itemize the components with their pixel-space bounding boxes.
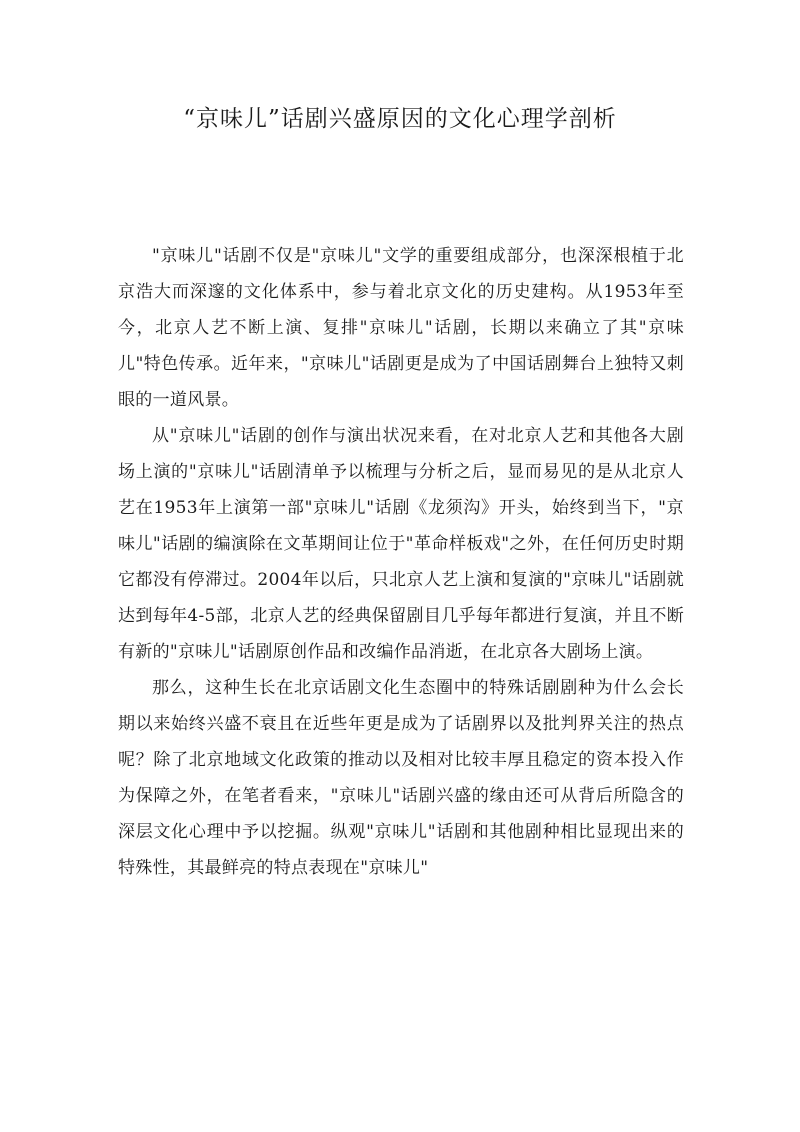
document-body	[118, 238, 684, 886]
paragraph-1: "京味儿"话剧不仅是"京味儿"文学的重要组成部分，也深深根植于北京浩大而深邃的文化体系中，参与着北京文化的历史建构。从1953年至今，北京人艺不断上演、复排"京味儿"话剧，长期以来确立了其"京味儿"特色传承。近年来，"京味儿"话剧更是成为了中国话剧舞台上独特又刺眼的一道风景。	[118, 246, 684, 410]
paragraph-3: 那么，这种生长在北京话剧文化生态圈中的特殊话剧剧种为什么会长期以来始终兴盛不衰且在近些年更是成为了话剧界以及批判界关注的热点呢？除了北京地域文化政策的推动以及相对比较丰厚且稳定的资本投入作为保障之外，在笔者看来，"京味儿"话剧兴盛的缘由还可从背后所隐含的深层文化心理中予以挖掘。纵观"京味儿"话剧和其他剧种相比显现出来的特殊性，其最鲜亮的特点表现在"京味儿"	[118, 678, 684, 878]
paragraph-2: 从"京味儿"话剧的创作与演出状况来看，在对北京人艺和其他各大剧场上演的"京味儿"话剧清单予以梳理与分析之后，显而易见的是从北京人艺在1953年上演第一部"京味儿"话剧《龙须沟》开头，始终到当下，"京味儿"话剧的编演除在文革期间让位于"革命样板戏"之外，在任何历史时期它都没有停滞过。2004年以后，只北京人艺上演和复演的"京味儿"话剧就达到每年4-5部，北京人艺的经典保留剧目几乎每年都进行复演，并且不断有新的"京味儿"话剧原创作品和改编作品消逝，在北京各大剧场上演。	[118, 426, 684, 662]
document-title: “京味儿”话剧兴盛原因的文化心理学剖析	[183, 106, 617, 132]
